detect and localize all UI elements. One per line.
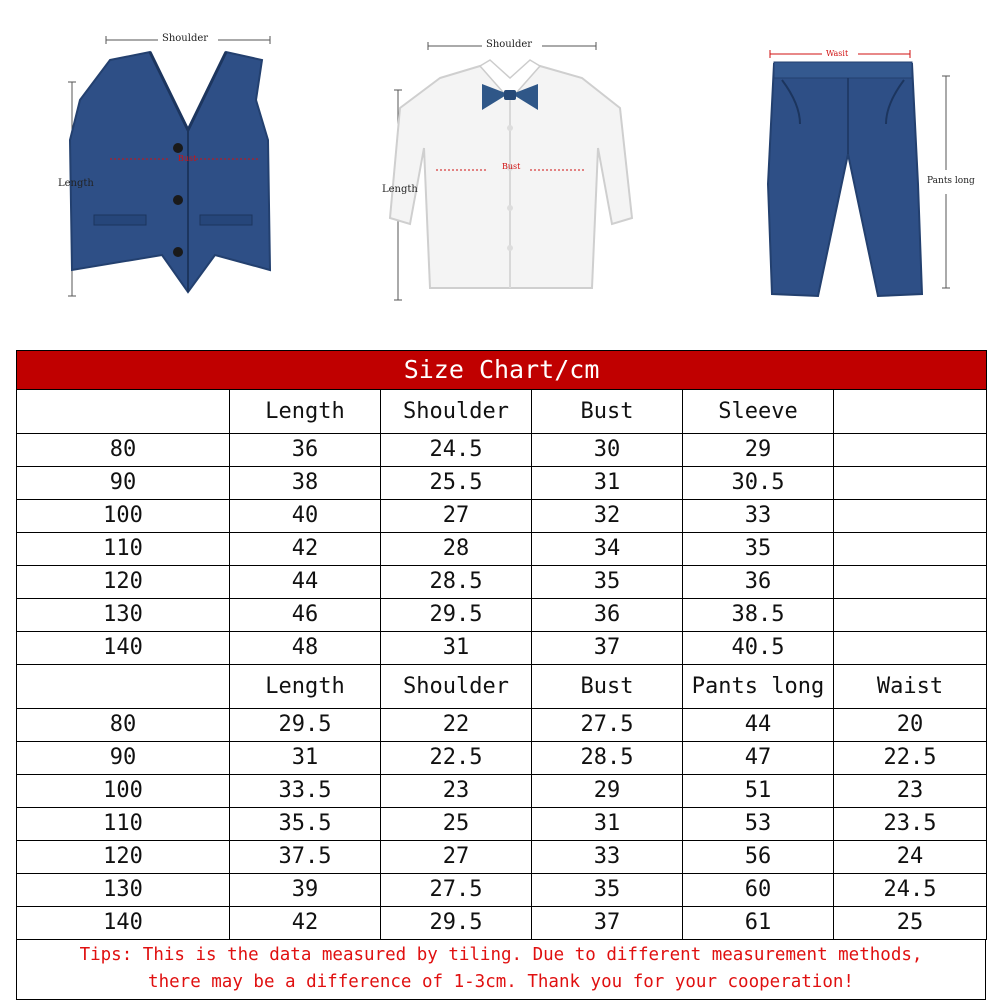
vest-length-label: Length: [58, 178, 94, 189]
table-row: [17, 709, 987, 742]
size-cell: 110: [17, 808, 230, 841]
value-cell: 53: [683, 808, 834, 841]
vest-bust-label: Bust: [178, 154, 197, 163]
size-cell: 80: [17, 709, 230, 742]
table-row: [17, 841, 987, 874]
value-cell: 30.5: [683, 467, 834, 500]
column-header: Bust: [532, 665, 683, 709]
column-header: Sleeve: [683, 390, 834, 434]
column-header: Length: [230, 390, 381, 434]
tips-note: [16, 940, 986, 1000]
value-cell: [834, 467, 987, 500]
value-cell: 25: [834, 907, 987, 940]
size-chart: [16, 350, 986, 996]
value-cell: 36: [230, 434, 381, 467]
value-cell: 30: [532, 434, 683, 467]
value-cell: 36: [683, 566, 834, 599]
size-cell: 100: [17, 775, 230, 808]
table-row: [17, 467, 987, 500]
column-header: Bust: [532, 390, 683, 434]
value-cell: 31: [230, 742, 381, 775]
table-row: [17, 907, 987, 940]
vest-illustration: [50, 30, 290, 310]
value-cell: 60: [683, 874, 834, 907]
value-cell: 37: [532, 907, 683, 940]
shirt-illustration: [370, 38, 650, 308]
value-cell: 48: [230, 632, 381, 665]
size-cell: 90: [17, 742, 230, 775]
value-cell: 22.5: [834, 742, 987, 775]
value-cell: 37: [532, 632, 683, 665]
value-cell: 27.5: [532, 709, 683, 742]
value-cell: 40.5: [683, 632, 834, 665]
column-header: Pants long: [683, 665, 834, 709]
value-cell: 31: [381, 632, 532, 665]
value-cell: 46: [230, 599, 381, 632]
value-cell: 24: [834, 841, 987, 874]
column-header: Waist: [834, 665, 987, 709]
size-cell: 120: [17, 566, 230, 599]
header-row: [17, 665, 987, 709]
size-cell: 120: [17, 841, 230, 874]
value-cell: 35: [532, 874, 683, 907]
tips-line-1: Tips: This is the data measured by tiling. Due to different measurement methods,: [79, 945, 923, 965]
value-cell: 37.5: [230, 841, 381, 874]
value-cell: [834, 533, 987, 566]
size-cell: 130: [17, 874, 230, 907]
value-cell: 33.5: [230, 775, 381, 808]
value-cell: 42: [230, 533, 381, 566]
size-cell: 140: [17, 907, 230, 940]
value-cell: 28: [381, 533, 532, 566]
vest-shoulder-label: Shoulder: [162, 33, 209, 44]
shirt-bust-label: Bust: [502, 162, 521, 171]
value-cell: 25: [381, 808, 532, 841]
value-cell: 23.5: [834, 808, 987, 841]
value-cell: 28.5: [532, 742, 683, 775]
column-header: [834, 390, 987, 434]
pants-long-label: Pants long: [927, 176, 975, 186]
chart-title: Size Chart/cm: [17, 351, 987, 390]
header-row: [17, 390, 987, 434]
value-cell: 38.5: [683, 599, 834, 632]
size-cell: 100: [17, 500, 230, 533]
column-header: [17, 665, 230, 709]
value-cell: 42: [230, 907, 381, 940]
value-cell: [834, 632, 987, 665]
column-header: Length: [230, 665, 381, 709]
size-cell: 140: [17, 632, 230, 665]
value-cell: 25.5: [381, 467, 532, 500]
value-cell: 36: [532, 599, 683, 632]
value-cell: 39: [230, 874, 381, 907]
size-cell: 80: [17, 434, 230, 467]
value-cell: 22.5: [381, 742, 532, 775]
column-header: Shoulder: [381, 665, 532, 709]
bottom-table: [17, 665, 987, 940]
value-cell: 51: [683, 775, 834, 808]
pants-illustration: [760, 44, 980, 304]
value-cell: [834, 566, 987, 599]
value-cell: 61: [683, 907, 834, 940]
table-row: [17, 566, 987, 599]
value-cell: 29: [532, 775, 683, 808]
value-cell: 35: [683, 533, 834, 566]
value-cell: 27: [381, 500, 532, 533]
table-row: [17, 632, 987, 665]
shirt-shoulder-label: Shoulder: [486, 39, 533, 50]
table-row: [17, 742, 987, 775]
value-cell: 33: [683, 500, 834, 533]
value-cell: 31: [532, 467, 683, 500]
size-cell: 130: [17, 599, 230, 632]
column-header: [17, 390, 230, 434]
value-cell: 27: [381, 841, 532, 874]
tips-line-2: there may be a difference of 1-3cm. Thank you for your cooperation!: [148, 972, 854, 992]
size-table: [16, 350, 987, 940]
value-cell: 23: [381, 775, 532, 808]
value-cell: 20: [834, 709, 987, 742]
value-cell: 56: [683, 841, 834, 874]
table-row: [17, 599, 987, 632]
column-header: Shoulder: [381, 390, 532, 434]
value-cell: 23: [834, 775, 987, 808]
value-cell: [834, 599, 987, 632]
value-cell: 35: [532, 566, 683, 599]
value-cell: 29.5: [381, 599, 532, 632]
value-cell: 31: [532, 808, 683, 841]
value-cell: [834, 434, 987, 467]
size-cell: 110: [17, 533, 230, 566]
table-row: [17, 808, 987, 841]
shirt-length-label: Length: [382, 184, 418, 195]
value-cell: 44: [230, 566, 381, 599]
value-cell: 22: [381, 709, 532, 742]
value-cell: 27.5: [381, 874, 532, 907]
value-cell: 33: [532, 841, 683, 874]
value-cell: 24.5: [834, 874, 987, 907]
value-cell: 47: [683, 742, 834, 775]
pants-waist-label: Wasit: [826, 49, 849, 58]
value-cell: 32: [532, 500, 683, 533]
size-cell: 90: [17, 467, 230, 500]
value-cell: 29.5: [230, 709, 381, 742]
chart-title-row: [17, 351, 987, 390]
top-table: [17, 390, 987, 665]
table-row: [17, 874, 987, 907]
table-row: [17, 775, 987, 808]
value-cell: 29: [683, 434, 834, 467]
value-cell: 38: [230, 467, 381, 500]
value-cell: [834, 500, 987, 533]
table-row: [17, 500, 987, 533]
value-cell: 28.5: [381, 566, 532, 599]
value-cell: 40: [230, 500, 381, 533]
table-row: [17, 434, 987, 467]
value-cell: 34: [532, 533, 683, 566]
table-row: [17, 533, 987, 566]
value-cell: 29.5: [381, 907, 532, 940]
garment-diagrams: [0, 0, 1000, 340]
value-cell: 35.5: [230, 808, 381, 841]
value-cell: 44: [683, 709, 834, 742]
value-cell: 24.5: [381, 434, 532, 467]
